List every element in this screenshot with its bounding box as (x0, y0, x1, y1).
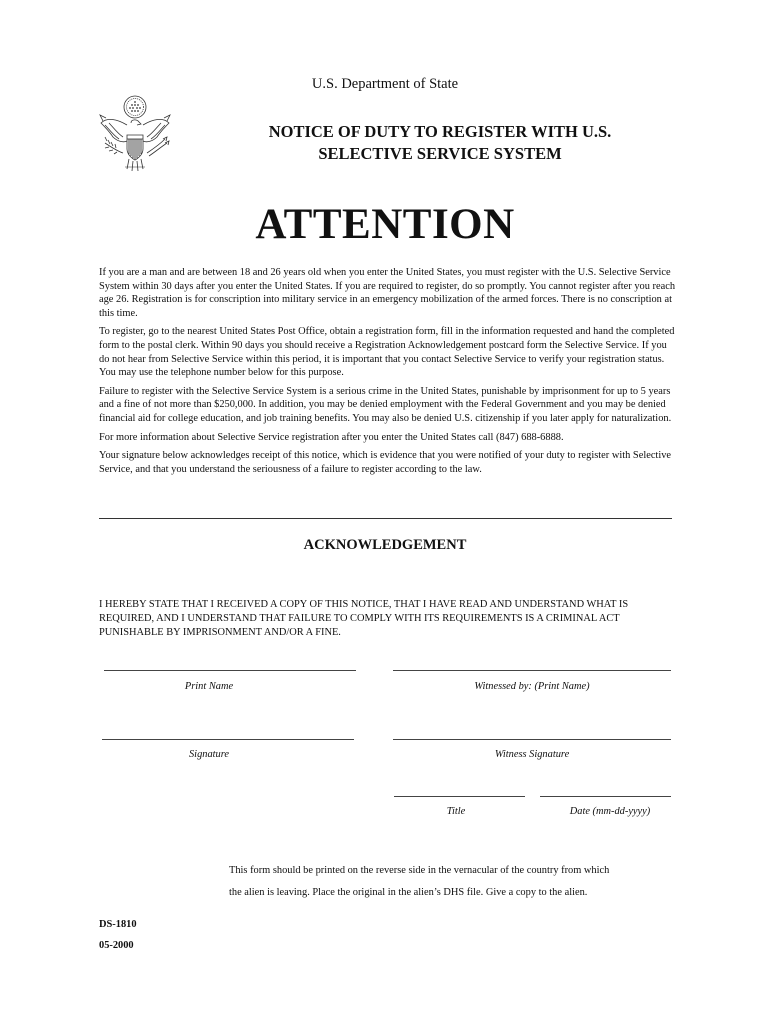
acknowledgement-title: ACKNOWLEDGEMENT (303, 537, 467, 553)
form-number: DS-1810 (99, 919, 137, 930)
form-identifier (99, 914, 137, 956)
signature-label: Signature (188, 749, 230, 760)
paragraph-penalties: Failure to register with the Selective Service System is a serious crime in the United States, punishable by imprisonment for up to 5 years and a fine of not more than $250,000. In addition, you may be denied employment with the Federal Government and you may be denied financial aid for college education, and job training benefits. You may also be denied U.S. citizenship if you later apply for naturalization. (99, 385, 672, 424)
form-revision-date: 05-2000 (99, 940, 134, 951)
date-label: Date (mm-dd-yyyy) (569, 806, 651, 817)
title-field[interactable] (394, 796, 525, 797)
date-field[interactable] (540, 796, 671, 797)
section-divider (99, 518, 672, 519)
witnessed-by-label: Witnessed by: (Print Name) (474, 681, 590, 692)
print-name-field[interactable] (104, 670, 356, 671)
department-name: U.S. Department of State (311, 76, 459, 92)
witness-signature-field[interactable] (393, 739, 671, 740)
acknowledgement-statement: I HEREBY STATE THAT I RECEIVED A COPY OF THIS NOTICE, THAT I HAVE READ AND UNDERSTAND WHAT IS REQUIRED, AND I UNDERSTAND THAT FAILURE TO COMPLY WITH ITS REQUIREMENTS IS A CRIMINAL ACT PUNISHABLE BY IMPRISONMENT AND/OR A FINE. (99, 599, 629, 638)
witnessed-by-field[interactable] (393, 670, 671, 671)
paragraph-more-information: For more information about Selective Service registration after you enter the United States call (847) 688-6888. (99, 431, 564, 443)
printing-instructions-line-2: the alien is leaving. Place the original in the alien’s DHS file. Give a copy to the alien. (229, 887, 588, 898)
paragraph-how-to-register: To register, go to the nearest United States Post Office, obtain a registration form, fill in the information requested and hand the completed form to the postal clerk. Within 90 days you should receive a Registration Acknowledgement postcard form the Selective Service. If you do not hear from Selective Service within this period, it is important that you contact Selective Service to verify your registration status. You may use the telephone number below for this purpose. (99, 326, 675, 379)
printing-instructions-line-1: This form should be printed on the reverse side in the vernacular of the country from which (229, 865, 610, 876)
witness-signature-label: Witness Signature (494, 749, 570, 760)
signature-field[interactable] (102, 739, 354, 740)
print-name-label: Print Name (184, 681, 234, 692)
attention-heading: ATTENTION (255, 201, 515, 248)
notice-title (190, 121, 690, 165)
notice-title-line-2: SELECTIVE SERVICE SYSTEM (318, 144, 562, 163)
printing-instructions (229, 860, 649, 904)
paragraph-registration-requirement: If you are a man and are between 18 and 26 years old when you enter the United States, you must register with the U.S. Selective Service System within 30 days after you enter the United States. If you are required to register, do so promptly. You cannot register after you reach age 26. Registration is for conscription into military service in an emergency mobilization of the armed forces. There is no conscription at this time. (99, 267, 676, 319)
notice-body (99, 266, 679, 481)
paragraph-signature-acknowledgement: Your signature below acknowledges receipt of this notice, which is evidence that you were notified of your duty to register with Selective Service, and that you understand the seriousness of a failure to register according to the law. (99, 450, 672, 475)
notice-title-line-1: NOTICE OF DUTY TO REGISTER WITH U.S. (268, 122, 612, 141)
title-label: Title (446, 806, 466, 817)
us-great-seal-icon (97, 93, 173, 175)
